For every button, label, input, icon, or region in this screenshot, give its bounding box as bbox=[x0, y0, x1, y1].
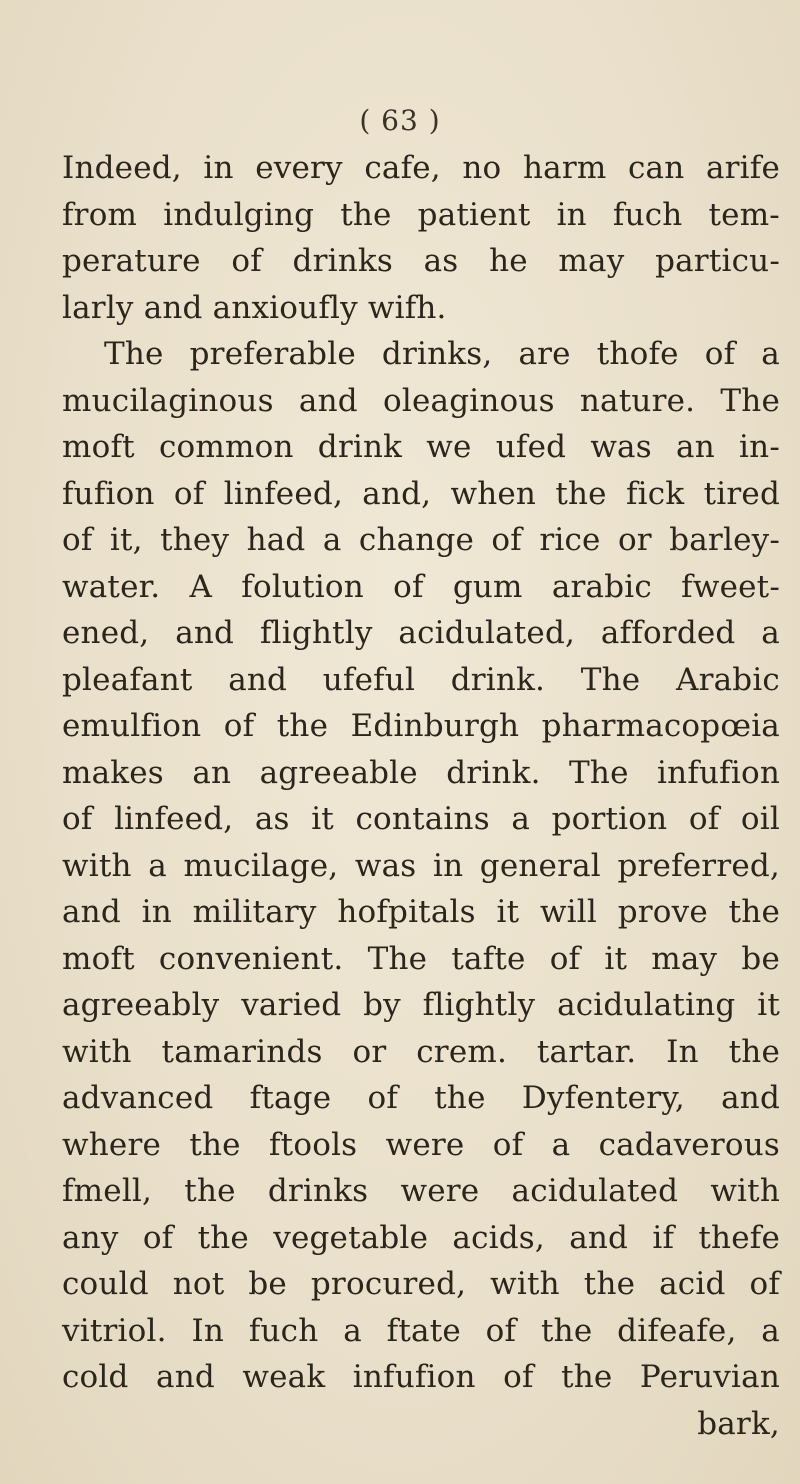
text-line: cold and weak infufion of the Peruvian bbox=[62, 1359, 780, 1395]
text-line: and in military hofpitals it will prove the bbox=[62, 894, 780, 930]
text-line: ened, and flightly acidulated, afforded a bbox=[62, 615, 780, 651]
text-line: could not be procured, with the acid of bbox=[62, 1266, 780, 1302]
text-line: pleafant and ufeful drink. The Arabic bbox=[62, 661, 780, 698]
text-line: The preferable drinks, are thofe of a bbox=[104, 336, 780, 372]
text-line: any of the vegetable acids, and if thefe bbox=[62, 1219, 780, 1256]
text-line: moft convenient. The tafte of it may be bbox=[62, 940, 780, 977]
text-line: fmell, the drinks were acidulated with bbox=[62, 1173, 780, 1209]
text-line: of linfeed, as it contains a portion of oil bbox=[62, 801, 780, 837]
text-line: mucilaginous and oleaginous nature. The bbox=[62, 382, 780, 419]
text-line: with tamarinds or crem. tartar. In the bbox=[62, 1033, 780, 1070]
text-line: vitriol. In fuch a ftate of the difeafe, a bbox=[62, 1312, 780, 1349]
text-line: with a mucilage, was in general preferred, bbox=[62, 847, 780, 884]
text-line: agreeably varied by flightly acidulating it bbox=[62, 987, 780, 1023]
page-number: ( 63 ) bbox=[359, 104, 441, 137]
text-line: of it, they had a change of rice or barley- bbox=[62, 522, 780, 558]
text-line: where the ftools were of a cadaverous bbox=[62, 1126, 780, 1163]
text-line: larly and anxioufly wifh. bbox=[62, 289, 447, 326]
text-line: makes an agreeable drink. The infufion bbox=[62, 754, 780, 791]
text-line: bark, bbox=[697, 1405, 780, 1442]
text-line: emulfion of the Edinburgh pharmacopœia bbox=[62, 708, 780, 744]
text-line: from indulging the patient in fuch tem- bbox=[62, 196, 780, 233]
text-line: water. A folution of gum arabic fweet- bbox=[62, 568, 780, 605]
text-line: fufion of linfeed, and, when the fick tired bbox=[62, 475, 780, 512]
text-line: advanced ftage of the Dyfentery, and bbox=[62, 1080, 780, 1116]
text-line: Indeed, in every cafe, no harm can arife bbox=[62, 150, 780, 186]
text-line: perature of drinks as he may particu- bbox=[62, 243, 780, 279]
text-line: moft common drink we ufed was an in- bbox=[62, 429, 780, 465]
